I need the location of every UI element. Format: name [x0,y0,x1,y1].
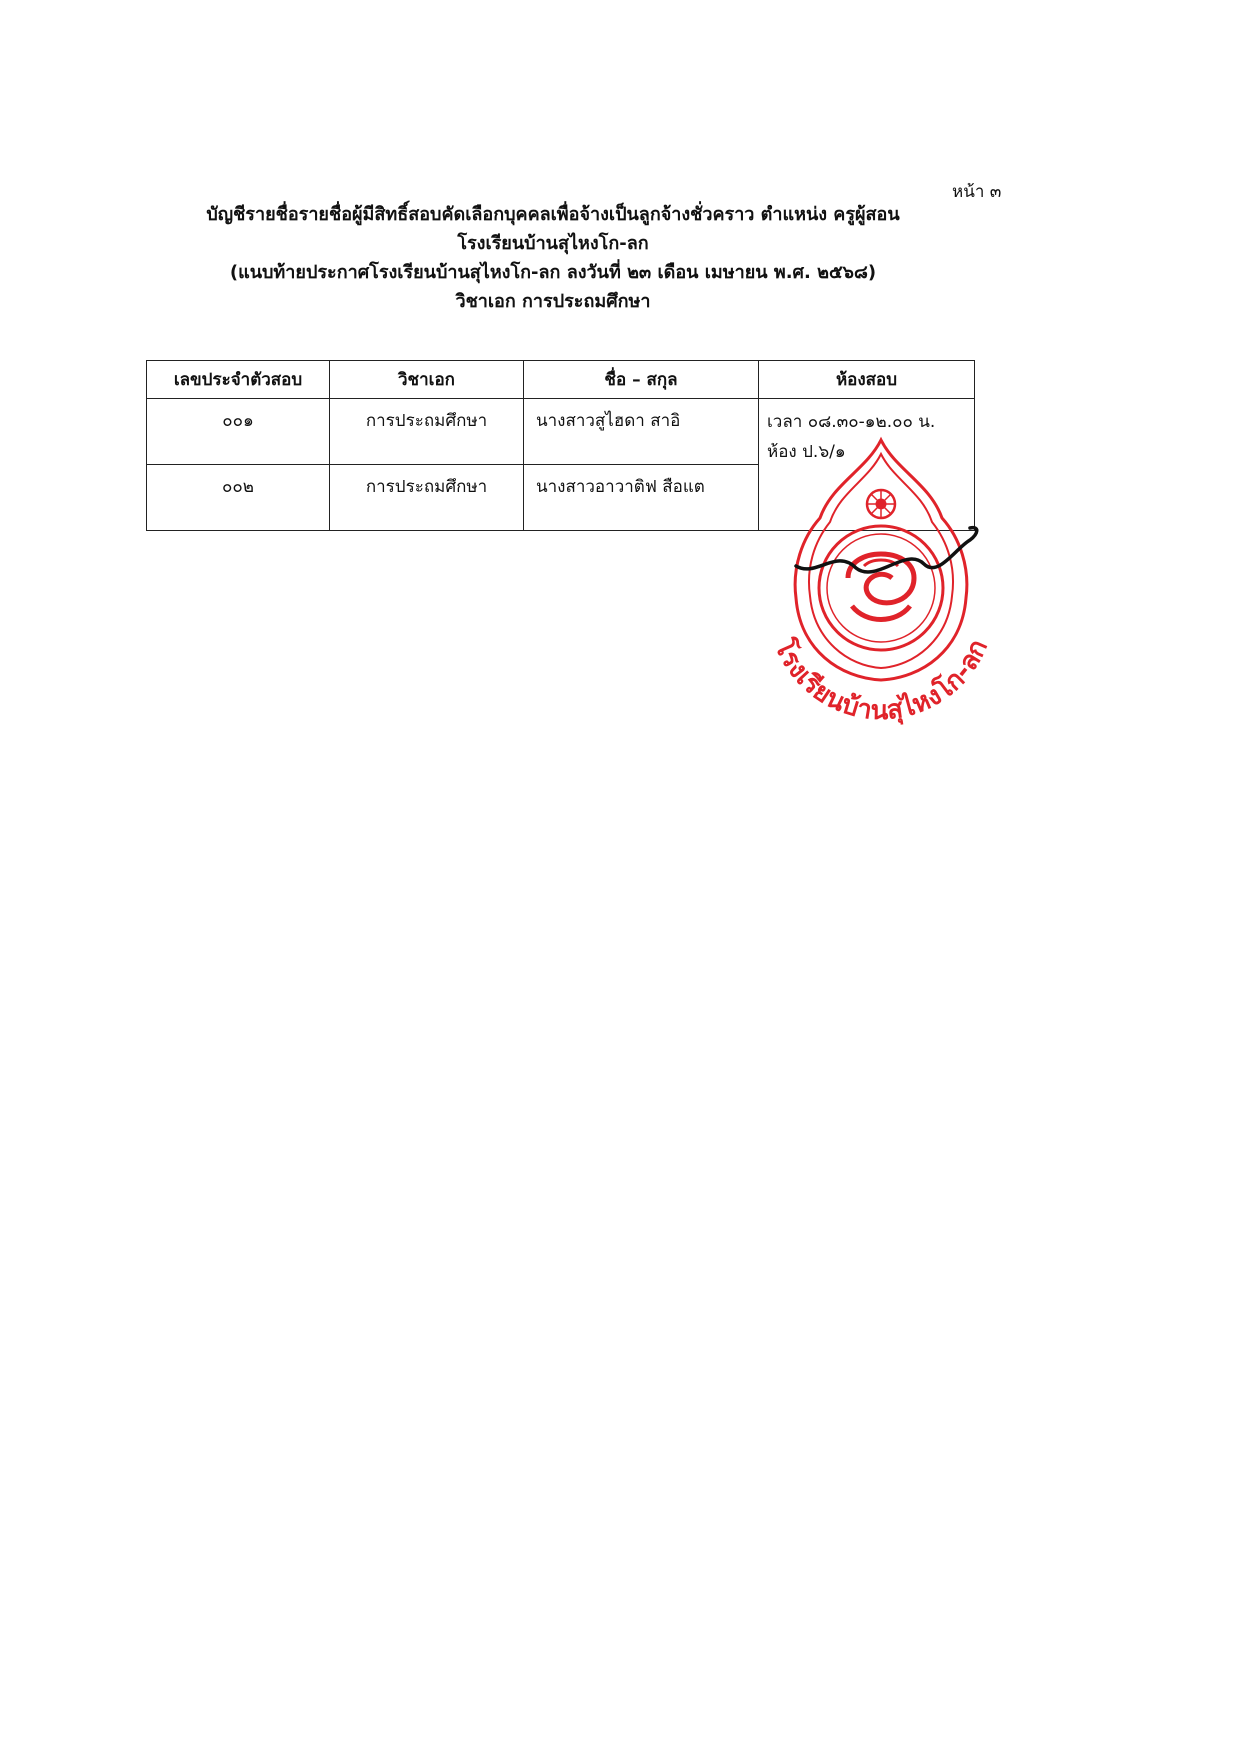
school-seal-icon [756,428,1006,728]
cell-exam-id: ๐๐๒ [147,465,330,531]
document-heading [0,200,1106,316]
cell-major: การประถมศึกษา [330,399,524,465]
seal-school-name: โรงเรียนบ้านสุไหงโก-ลก [768,635,994,727]
cell-major: การประถมศึกษา [330,465,524,531]
heading-title: บัญชีรายชื่อรายชื่อผู้มีสิทธิ์สอบคัดเลือกบุคคลเพื่อจ้างเป็นลูกจ้างชั่วคราว ตำแหน่ง ครูผู้สอน [206,204,900,225]
header-full-name: ชื่อ – สกุล [524,361,759,399]
cell-exam-id: ๐๐๑ [147,399,330,465]
header-exam-room: ห้องสอบ [759,361,975,399]
cell-full-name: นางสาวอาวาติฟ สือแต [524,465,759,531]
room-time: เวลา ๐๘.๓๐-๑๒.๐๐ น. [767,412,936,432]
heading-school: โรงเรียนบ้านสุไหงโก-ลก [457,233,649,254]
table-header-row [147,361,975,399]
heading-major: วิชาเอก การประถมศึกษา [455,291,651,312]
header-major: วิชาเอก [330,361,524,399]
cell-full-name: นางสาวสูไฮดา สาอิ [524,399,759,465]
header-exam-id: เลขประจำตัวสอบ [147,361,330,399]
page-number: หน้า ๓ [952,182,1002,202]
heading-announcement: (แนบท้ายประกาศโรงเรียนบ้านสุไหงโก-ลก ลงวันที่ ๒๓ เดือน เมษายน พ.ศ. ๒๕๖๘) [229,262,877,283]
room-name: ห้อง ป.๖/๑ [767,442,846,462]
